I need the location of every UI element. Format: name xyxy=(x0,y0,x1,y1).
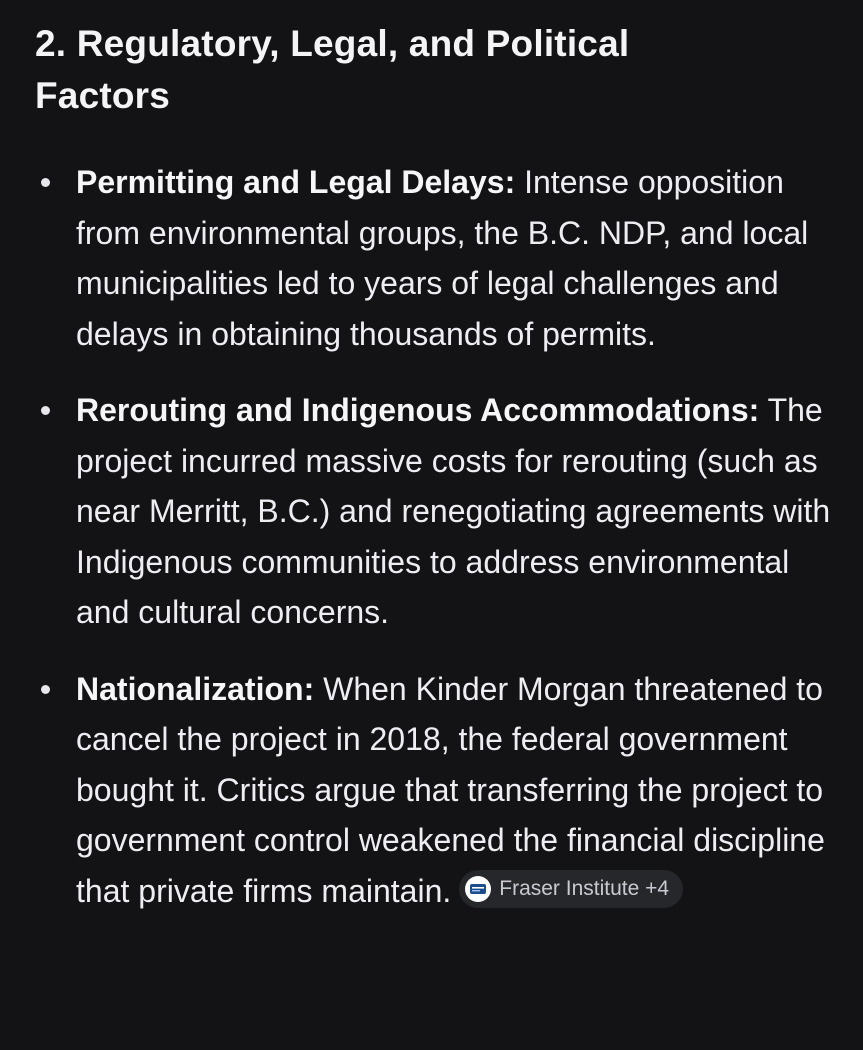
item-label: Permitting and Legal Delays: xyxy=(76,164,516,200)
item-text: The project incurred massive costs for rerouting (such as near Merritt, B.C.) and renegotiating agreements with Indigenous communities to address environmental and cultural concerns. xyxy=(76,392,831,630)
fraser-institute-logo-icon xyxy=(465,876,491,902)
factors-list xyxy=(35,157,835,916)
source-chip-label: Fraser Institute +4 xyxy=(499,877,670,901)
source-chip-button[interactable] xyxy=(459,870,683,908)
item-text: Intense opposition from environmental groups, the B.C. NDP, and local municipalities led to years of legal challenges and delays in obtaining thousands of permits. xyxy=(76,164,809,352)
item-label: Nationalization: xyxy=(76,670,315,707)
section-heading: 2. Regulatory, Legal, and Political Factors xyxy=(35,23,630,116)
list-item-nationalization xyxy=(35,664,835,917)
list-item-rerouting xyxy=(35,385,835,638)
item-text: When Kinder Morgan threatened to cancel the project in 2018, the federal government bought it. Critics argue that transferring the project to government control weakened the financial discipline that private firms maintain. xyxy=(76,670,825,909)
item-label: Rerouting and Indigenous Accommodations: xyxy=(76,392,760,428)
list-item-permitting xyxy=(35,157,835,359)
